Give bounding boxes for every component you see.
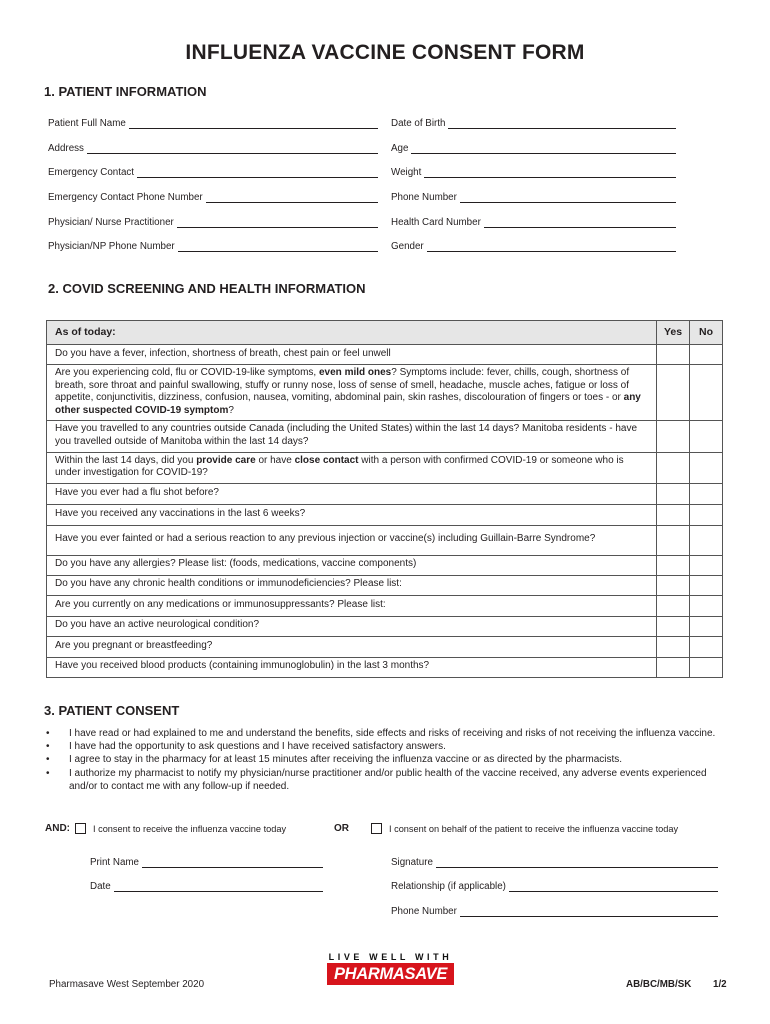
answer-no-cell[interactable]	[690, 365, 723, 421]
answer-no-cell[interactable]	[690, 575, 723, 595]
table-row	[47, 595, 723, 616]
yes-column-header: Yes	[657, 321, 690, 345]
answer-no-cell[interactable]	[690, 504, 723, 525]
age-line[interactable]	[411, 144, 676, 154]
answer-yes-cell[interactable]	[657, 345, 690, 365]
date-of-birth-field[interactable]	[391, 118, 676, 129]
emergency-contact-phone-number-label: Emergency Contact Phone Number	[48, 192, 203, 203]
weight-label: Weight	[391, 167, 422, 178]
date-field[interactable]	[90, 881, 323, 892]
consent-behalf-checkbox[interactable]	[371, 823, 382, 834]
answer-yes-cell[interactable]	[657, 636, 690, 657]
answer-no-cell[interactable]	[690, 616, 723, 636]
table-header-row	[47, 321, 723, 345]
answer-no-cell[interactable]	[690, 636, 723, 657]
phone-number-label: Phone Number	[391, 192, 457, 203]
patient-full-name-line[interactable]	[129, 119, 378, 129]
table-row	[47, 483, 723, 504]
consent-statement: • I authorize my pharmacist to notify my physician/nurse practitioner and/or public health of the vaccine received, any adverse events experienced and/or to contact me with any follow-up if needed.	[46, 767, 707, 792]
relationship-field[interactable]	[391, 881, 718, 892]
answer-no-cell[interactable]	[690, 555, 723, 575]
footer-provinces: AB/BC/MB/SK	[626, 979, 692, 990]
date-of-birth-line[interactable]	[448, 119, 676, 129]
answer-yes-cell[interactable]	[657, 595, 690, 616]
footer-version: Pharmasave West September 2020	[49, 979, 205, 990]
answer-no-cell[interactable]	[690, 657, 723, 677]
physician-np-phone-number-label: Physician/NP Phone Number	[48, 241, 175, 252]
emergency-contact-field[interactable]	[48, 167, 378, 178]
bullet-icon: •	[46, 754, 50, 766]
consent-behalf-option[interactable]	[371, 823, 678, 834]
consent-self-label: I consent to receive the influenza vaccine today	[93, 823, 287, 834]
signature-field[interactable]	[391, 857, 718, 868]
question-text: Have you ever fainted or had a serious reaction to any previous injection or vaccine(s) including Guillain-Barre Syndrome?	[47, 525, 657, 555]
answer-yes-cell[interactable]	[657, 504, 690, 525]
covid-screening-table	[46, 320, 723, 678]
answer-no-cell[interactable]	[690, 525, 723, 555]
physician-nurse-practitioner-line[interactable]	[177, 218, 378, 228]
signature-line[interactable]	[436, 858, 718, 868]
question-text: Are you pregnant or breastfeeding?	[47, 636, 657, 657]
table-row	[47, 345, 723, 365]
emergency-contact-line[interactable]	[137, 168, 378, 178]
table-row	[47, 636, 723, 657]
answer-no-cell[interactable]	[690, 595, 723, 616]
table-row	[47, 616, 723, 636]
health-card-number-field[interactable]	[391, 217, 676, 228]
answer-yes-cell[interactable]	[657, 525, 690, 555]
logo-tagline: LIVE WELL WITH	[328, 952, 453, 962]
physician-nurse-practitioner-label: Physician/ Nurse Practitioner	[48, 217, 174, 228]
print-name-field[interactable]	[90, 857, 323, 868]
phone-number-field[interactable]	[391, 192, 676, 203]
consent-statements	[46, 727, 726, 793]
as-of-today-header: As of today:	[47, 321, 657, 345]
date-label: Date	[90, 881, 111, 892]
gender-field[interactable]	[391, 241, 676, 252]
question-text: Have you received blood products (containing immunoglobulin) in the last 3 months?	[47, 657, 657, 677]
patient-full-name-field[interactable]	[48, 118, 378, 129]
consent-statement: • I agree to stay in the pharmacy for at least 15 minutes after receiving the influenza vaccine or as directed by the pharmacists.	[46, 754, 623, 766]
consent-phone-label: Phone Number	[391, 906, 457, 917]
answer-no-cell[interactable]	[690, 483, 723, 504]
form-title: INFLUENZA VACCINE CONSENT FORM	[185, 41, 585, 64]
logo-brand: PHARMASAVE	[327, 963, 454, 985]
gender-label: Gender	[391, 241, 424, 252]
answer-no-cell[interactable]	[690, 421, 723, 452]
print-name-line[interactable]	[142, 858, 323, 868]
emergency-contact-phone-number-field[interactable]	[48, 192, 378, 203]
table-row	[47, 504, 723, 525]
address-field[interactable]	[48, 143, 378, 154]
footer-page-number: 1/2	[713, 979, 727, 990]
consent-statement: • I have had the opportunity to ask questions and I have received satisfactory answers.	[46, 741, 446, 753]
question-text: Are you experiencing cold, flu or COVID-19-like symptoms, even mild ones? Symptoms include: fever, chills, cough, shortness of breath, sore throat and painful swallowing, stuffy or runny nose, loss of sense of smell, headache, muscle aches, fatigue or loss of appetite, conjunctivitis, dizziness, confusion, nausea, vomiting, abdominal pain, skin rashes, discolouration of fingers or toes - or any other suspected COVID-19 symptom?	[47, 365, 657, 421]
question-text: Do you have a fever, infection, shortness of breath, chest pain or feel unwell	[47, 345, 657, 365]
answer-yes-cell[interactable]	[657, 483, 690, 504]
emergency-contact-label: Emergency Contact	[48, 167, 135, 178]
relationship-line[interactable]	[509, 882, 718, 892]
or-label: OR	[334, 823, 349, 834]
pharmasave-logo	[327, 952, 454, 985]
answer-no-cell[interactable]	[690, 345, 723, 365]
section-covid-screening-heading: 2. COVID SCREENING AND HEALTH INFORMATION	[48, 281, 366, 296]
address-line[interactable]	[87, 144, 378, 154]
question-text: Do you have any allergies? Please list: (foods, medications, vaccine components)	[47, 555, 657, 575]
address-label: Address	[48, 143, 84, 154]
patient-full-name-label: Patient Full Name	[48, 118, 126, 129]
answer-yes-cell[interactable]	[657, 575, 690, 595]
table-row	[47, 421, 723, 452]
section-patient-information-heading: 1. PATIENT INFORMATION	[44, 84, 207, 99]
question-text: Do you have any chronic health conditions or immunodeficiencies? Please list:	[47, 575, 657, 595]
table-row	[47, 365, 723, 421]
health-card-number-line[interactable]	[484, 218, 676, 228]
physician-nurse-practitioner-field[interactable]	[48, 217, 378, 228]
answer-yes-cell[interactable]	[657, 452, 690, 483]
consent-self-checkbox[interactable]	[75, 823, 86, 834]
answer-yes-cell[interactable]	[657, 616, 690, 636]
answer-yes-cell[interactable]	[657, 555, 690, 575]
print-name-label: Print Name	[90, 857, 139, 868]
emergency-contact-phone-number-line[interactable]	[206, 193, 378, 203]
answer-yes-cell[interactable]	[657, 365, 690, 421]
table-row	[47, 452, 723, 483]
question-text: Have you travelled to any countries outside Canada (including the United States) within the last 14 days? Manitoba residents - have you travelled outside of Manitoba within the last 14 days?	[47, 421, 657, 452]
answer-no-cell[interactable]	[690, 452, 723, 483]
and-label: AND:	[45, 823, 70, 834]
date-line[interactable]	[114, 882, 323, 892]
gender-line[interactable]	[427, 242, 676, 252]
question-text: Do you have an active neurological condition?	[47, 616, 657, 636]
section-patient-consent-heading: 3. PATIENT CONSENT	[44, 703, 180, 718]
consent-behalf-label: I consent on behalf of the patient to receive the influenza vaccine today	[389, 823, 679, 834]
table-row	[47, 555, 723, 575]
table-row	[47, 525, 723, 555]
no-column-header: No	[690, 321, 723, 345]
table-row	[47, 657, 723, 677]
physician-np-phone-number-field[interactable]	[48, 241, 378, 252]
question-text: Have you ever had a flu shot before?	[47, 483, 657, 504]
consent-self-option[interactable]	[75, 823, 286, 834]
relationship-label: Relationship (if applicable)	[391, 881, 506, 892]
question-text: Are you currently on any medications or immunosuppressants? Please list:	[47, 595, 657, 616]
physician-np-phone-number-line[interactable]	[178, 242, 378, 252]
signature-label: Signature	[391, 857, 433, 868]
bullet-icon: •	[46, 741, 50, 753]
question-text: Have you received any vaccinations in the last 6 weeks?	[47, 504, 657, 525]
weight-line[interactable]	[424, 168, 676, 178]
consent-phone-line[interactable]	[460, 907, 718, 917]
table-row	[47, 575, 723, 595]
answer-yes-cell[interactable]	[657, 657, 690, 677]
weight-field[interactable]	[391, 167, 676, 178]
health-card-number-label: Health Card Number	[391, 217, 481, 228]
age-label: Age	[391, 143, 409, 154]
bullet-icon: •	[46, 767, 50, 779]
age-field[interactable]	[391, 143, 676, 154]
answer-yes-cell[interactable]	[657, 421, 690, 452]
bullet-icon: •	[46, 728, 50, 739]
consent-statement: • I have read or had explained to me and understand the benefits, side effects and risks of receiving and risks of not receiving the influenza vaccine.	[46, 728, 716, 739]
date-of-birth-label: Date of Birth	[391, 118, 446, 129]
phone-number-line[interactable]	[460, 193, 676, 203]
consent-phone-field[interactable]	[391, 906, 718, 917]
question-text: Within the last 14 days, did you provide care or have close contact with a person with confirmed COVID-19 or someone who is under investigation for COVID-19?	[47, 452, 657, 483]
